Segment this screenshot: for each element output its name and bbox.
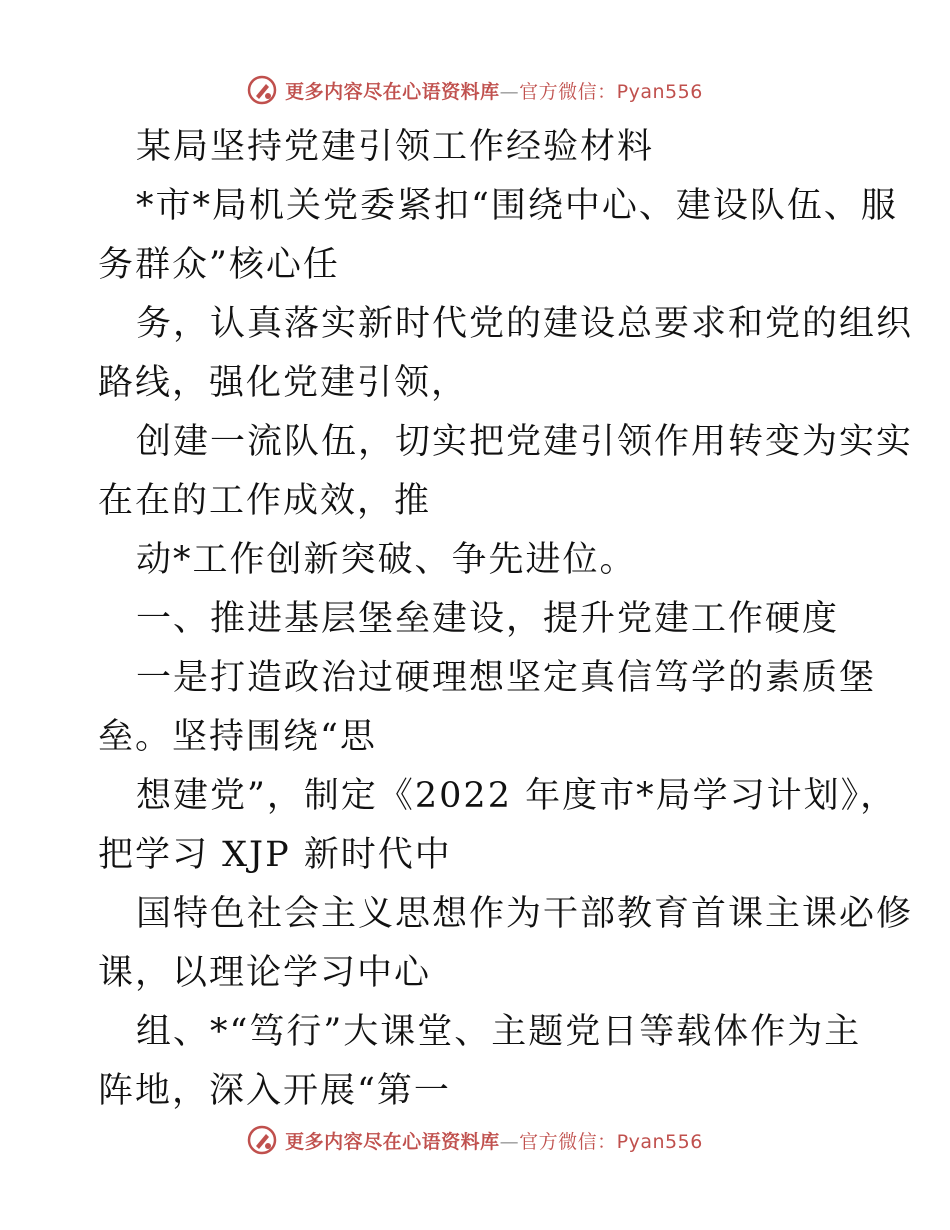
document-body (98, 118, 914, 1121)
brand-logo-icon (247, 75, 277, 105)
watermark-contact: 官方微信：Pyan556 (519, 80, 703, 103)
watermark-text (285, 1127, 703, 1154)
text-line: 在在的工作成效，推 (98, 481, 432, 521)
text-line: 务，认真落实新时代党的建设总要求和党的组织 (136, 304, 914, 344)
watermark-contact: 官方微信：Pyan556 (519, 1130, 703, 1153)
text-line: 阵地，深入开展“第一 (98, 1071, 451, 1111)
text-line: 课，以理论学习中心 (98, 953, 432, 993)
text-line: *市*局机关党委紧扣“围绕中心、建设队伍、服 (136, 186, 898, 226)
text-line: 垒。坚持围绕“思 (98, 717, 377, 757)
watermark-text (285, 77, 703, 104)
text-line: 想建党”，制定《2022 年度市*局学习计划》， (136, 776, 898, 816)
brand-logo-icon (247, 1125, 277, 1155)
text-line: 一是打造政治过硬理想坚定真信笃学的素质堡 (136, 658, 877, 698)
watermark-brand: 更多内容尽在心语资料库 (285, 80, 500, 103)
text-line: 动*工作创新突破、争先进位。 (136, 540, 637, 580)
watermark-brand: 更多内容尽在心语资料库 (285, 1130, 500, 1153)
text-line: 某局坚持党建引领工作经验材料 (136, 127, 655, 167)
text-line: 组、*“笃行”大课堂、主题党日等载体作为主 (136, 1012, 862, 1052)
header-watermark (0, 70, 950, 110)
watermark-dash: — (499, 1130, 520, 1153)
footer-watermark (0, 1120, 950, 1160)
watermark-dash: — (499, 80, 520, 103)
text-line: 创建一流队伍，切实把党建引领作用转变为实实 (136, 422, 914, 462)
text-line: 路线，强化党建引领， (98, 363, 469, 403)
text-line: 国特色社会主义思想作为干部教育首课主课必修 (136, 894, 914, 934)
text-line: 一、推进基层堡垒建设，提升党建工作硬度 (136, 599, 840, 639)
text-line: 把学习 XJP 新时代中 (98, 835, 452, 875)
text-line: 务群众”核心任 (98, 245, 340, 285)
